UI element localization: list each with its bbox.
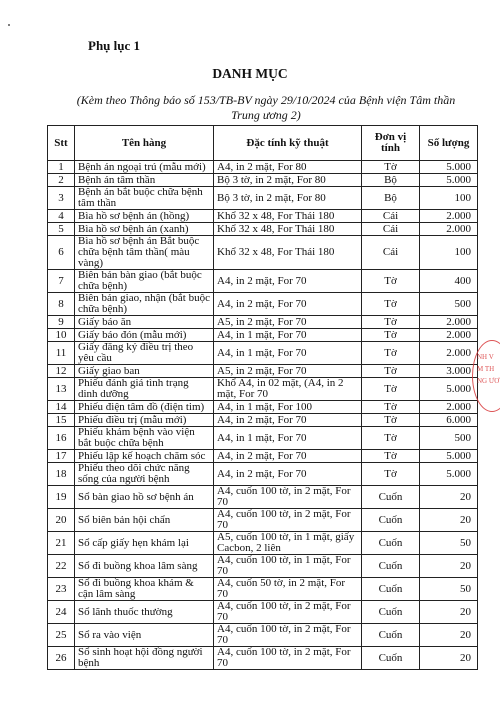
cell-item-name: Sổ đi buồng khoa khám & cận lâm sàng: [75, 578, 214, 601]
cell-item-name: Biên bản giao, nhận (bắt buộc chữa bệnh): [75, 293, 214, 316]
scan-speck: [8, 24, 10, 26]
cell-quantity: 500: [420, 427, 478, 450]
cell-quantity: 50: [420, 532, 478, 555]
cell-unit: Cái: [362, 236, 420, 270]
table-row: [48, 365, 478, 378]
cell-spec: Bộ 3 tờ, in 2 mặt, For 80: [214, 187, 362, 210]
cell-stt: 24: [48, 601, 75, 624]
table-row: [48, 378, 478, 401]
cell-stt: 14: [48, 401, 75, 414]
cell-quantity: 20: [420, 555, 478, 578]
cell-stt: 12: [48, 365, 75, 378]
cell-stt: 2: [48, 174, 75, 187]
stamp-text-line: NG ƯƠ: [477, 377, 500, 385]
table-row: [48, 316, 478, 329]
cell-stt: 26: [48, 647, 75, 670]
cell-spec: A5, cuốn 100 tờ, in 1 mặt, giấy Cacbon, 2 liên: [214, 532, 362, 555]
cell-unit: Bộ: [362, 187, 420, 210]
table-row: [48, 578, 478, 601]
cell-stt: 3: [48, 187, 75, 210]
cell-spec: A4, cuốn 100 tờ, in 2 mặt, For 70: [214, 601, 362, 624]
cell-stt: 22: [48, 555, 75, 578]
cell-item-name: Bệnh án bắt buộc chữa bệnh tâm thần: [75, 187, 214, 210]
table-row: [48, 427, 478, 450]
cell-stt: 25: [48, 624, 75, 647]
column-header-stt: Stt: [48, 126, 75, 161]
cell-unit: Cái: [362, 223, 420, 236]
cell-unit: Tờ: [362, 450, 420, 463]
cell-quantity: 20: [420, 647, 478, 670]
cell-item-name: Phiếu đánh giá tình trạng dinh dưỡng: [75, 378, 214, 401]
cell-stt: 19: [48, 486, 75, 509]
cell-stt: 4: [48, 210, 75, 223]
page-title: DANH MỤC: [212, 66, 288, 81]
items-table: [47, 125, 478, 670]
table-row: [48, 270, 478, 293]
cell-unit: Tờ: [362, 414, 420, 427]
cell-stt: 10: [48, 329, 75, 342]
cell-stt: 16: [48, 427, 75, 450]
cell-unit: Tờ: [362, 270, 420, 293]
cell-quantity: 20: [420, 486, 478, 509]
cell-spec: A4, cuốn 100 tờ, in 1 mặt, For 70: [214, 555, 362, 578]
cell-item-name: Bìa hồ sơ bệnh án (hồng): [75, 210, 214, 223]
cell-spec: Khổ 32 x 48, For Thái 180: [214, 223, 362, 236]
cell-stt: 23: [48, 578, 75, 601]
cell-quantity: 100: [420, 236, 478, 270]
cell-unit: Cuốn: [362, 624, 420, 647]
cell-quantity: 20: [420, 509, 478, 532]
cell-spec: A4, in 2 mặt, For 70: [214, 463, 362, 486]
cell-item-name: Giấy báo đón (mẫu mới): [75, 329, 214, 342]
table-row: [48, 509, 478, 532]
cell-stt: 20: [48, 509, 75, 532]
cell-quantity: 3.000: [420, 365, 478, 378]
cell-quantity: 5.000: [420, 450, 478, 463]
cell-item-name: Phiếu điều trị (mẫu mới): [75, 414, 214, 427]
table-row: [48, 601, 478, 624]
cell-item-name: Giấy báo ăn: [75, 316, 214, 329]
cell-spec: A4, in 1 mặt, For 70: [214, 427, 362, 450]
cell-unit: Tờ: [362, 427, 420, 450]
cell-unit: Tờ: [362, 161, 420, 174]
cell-spec: A4, cuốn 100 tờ, in 2 mặt, For 70: [214, 624, 362, 647]
column-header-quantity: Số lượng: [420, 126, 478, 161]
cell-quantity: 5.000: [420, 161, 478, 174]
cell-item-name: Phiếu lập kế hoạch chăm sóc: [75, 450, 214, 463]
cell-item-name: Biên bản bàn giao (bắt buộc chữa bệnh): [75, 270, 214, 293]
cell-unit: Tờ: [362, 401, 420, 414]
table-row: [48, 463, 478, 486]
cell-spec: A4, in 2 mặt, For 70: [214, 414, 362, 427]
cell-item-name: Phiếu khám bệnh vào viện bắt buộc chữa bệnh: [75, 427, 214, 450]
cell-unit: Cuốn: [362, 486, 420, 509]
table-row: [48, 236, 478, 270]
cell-stt: 8: [48, 293, 75, 316]
table-row: [48, 329, 478, 342]
cell-quantity: 500: [420, 293, 478, 316]
table-row: [48, 161, 478, 174]
cell-stt: 17: [48, 450, 75, 463]
cell-spec: A4, in 2 mặt, For 70: [214, 270, 362, 293]
cell-unit: Cuốn: [362, 601, 420, 624]
cell-unit: Tờ: [362, 378, 420, 401]
cell-quantity: 100: [420, 187, 478, 210]
cell-stt: 13: [48, 378, 75, 401]
cell-item-name: Phiếu điện tâm đồ (điện tim): [75, 401, 214, 414]
cell-quantity: 2.000: [420, 210, 478, 223]
cell-stt: 7: [48, 270, 75, 293]
table-row: [48, 647, 478, 670]
column-header-spec: Đặc tính kỹ thuật: [214, 126, 362, 161]
cell-item-name: Giấy giao ban: [75, 365, 214, 378]
cell-unit: Tờ: [362, 365, 420, 378]
cell-spec: A4, cuốn 100 tờ, in 2 mặt, For 70: [214, 647, 362, 670]
cell-unit: Tờ: [362, 316, 420, 329]
cell-quantity: 50: [420, 578, 478, 601]
table-row: [48, 555, 478, 578]
cell-stt: 11: [48, 342, 75, 365]
cell-item-name: Giấy đăng ký điều trị theo yêu cầu: [75, 342, 214, 365]
cell-item-name: Sổ lãnh thuốc thường: [75, 601, 214, 624]
cell-unit: Tờ: [362, 463, 420, 486]
cell-stt: 21: [48, 532, 75, 555]
cell-unit: Tờ: [362, 342, 420, 365]
cell-item-name: Bệnh án ngoại trú (mẫu mới): [75, 161, 214, 174]
column-header-unit: Đơn vị tính: [362, 126, 420, 161]
cell-unit: Bộ: [362, 174, 420, 187]
cell-spec: A4, cuốn 100 tờ, in 2 mặt, For 70: [214, 486, 362, 509]
cell-quantity: 2.000: [420, 316, 478, 329]
cell-item-name: Sổ bàn giao hồ sơ bệnh án: [75, 486, 214, 509]
stamp-text-line: M TH: [477, 365, 495, 373]
cell-unit: Tờ: [362, 293, 420, 316]
table-body: [48, 161, 478, 670]
table-row: [48, 624, 478, 647]
table-row: [48, 187, 478, 210]
cell-spec: A4, in 2 mặt, For 70: [214, 293, 362, 316]
cell-unit: Cuốn: [362, 578, 420, 601]
cell-spec: A4, cuốn 50 tờ, in 2 mặt, For 70: [214, 578, 362, 601]
table-row: [48, 342, 478, 365]
cell-item-name: Sổ ra vào viện: [75, 624, 214, 647]
table-row: [48, 223, 478, 236]
cell-item-name: Bìa hồ sơ bệnh án (xanh): [75, 223, 214, 236]
table-row: [48, 532, 478, 555]
cell-stt: 6: [48, 236, 75, 270]
cell-unit: Cái: [362, 210, 420, 223]
cell-unit: Tờ: [362, 329, 420, 342]
cell-quantity: 5.000: [420, 378, 478, 401]
cell-item-name: Phiếu theo dõi chức năng sống của người bệnh: [75, 463, 214, 486]
cell-spec: A4, in 1 mặt, For 70: [214, 342, 362, 365]
cell-spec: Khổ 32 x 48, For Thái 180: [214, 236, 362, 270]
cell-spec: Khổ A4, in 02 mặt, (A4, in 2 mặt, For 70: [214, 378, 362, 401]
cell-item-name: Sổ cấp giấy hẹn khám lại: [75, 532, 214, 555]
cell-unit: Cuốn: [362, 509, 420, 532]
cell-spec: A4, in 1 mặt, For 100: [214, 401, 362, 414]
table-row: [48, 401, 478, 414]
cell-quantity: 5.000: [420, 463, 478, 486]
cell-stt: 9: [48, 316, 75, 329]
cell-unit: Cuốn: [362, 647, 420, 670]
cell-quantity: 2.000: [420, 401, 478, 414]
cell-spec: A4, in 1 mặt, For 70: [214, 329, 362, 342]
cell-spec: A4, in 2 mặt, For 70: [214, 450, 362, 463]
cell-item-name: Sổ đi buồng khoa lâm sàng: [75, 555, 214, 578]
cell-unit: Cuốn: [362, 555, 420, 578]
table-row: [48, 174, 478, 187]
cell-item-name: Bìa hồ sơ bệnh án Bắt buộc chữa bệnh tâm thần( màu vàng): [75, 236, 214, 270]
cell-stt: 5: [48, 223, 75, 236]
table-row: [48, 414, 478, 427]
stamp-text-line: NH V: [477, 353, 494, 361]
table-row: [48, 210, 478, 223]
cell-quantity: 2.000: [420, 342, 478, 365]
cell-quantity: 5.000: [420, 174, 478, 187]
table-header-row: [48, 126, 478, 161]
cell-spec: A4, in 2 mặt, For 80: [214, 161, 362, 174]
column-header-name: Tên hàng: [75, 126, 214, 161]
cell-stt: 18: [48, 463, 75, 486]
table-row: [48, 486, 478, 509]
table-row: [48, 450, 478, 463]
cell-spec: A5, in 2 mặt, For 70: [214, 365, 362, 378]
table-row: [48, 293, 478, 316]
cell-spec: Khổ 32 x 48, For Thái 180: [214, 210, 362, 223]
cell-quantity: 20: [420, 601, 478, 624]
cell-spec: A5, in 2 mặt, For 70: [214, 316, 362, 329]
cell-quantity: 400: [420, 270, 478, 293]
cell-stt: 15: [48, 414, 75, 427]
appendix-label: Phụ lục 1: [88, 38, 141, 53]
cell-item-name: Sổ biên bản hội chẩn: [75, 509, 214, 532]
cell-item-name: Sổ sinh hoạt hội đồng người bệnh: [75, 647, 214, 670]
page-subtitle: (Kèm theo Thông báo số 153/TB-BV ngày 29/10/2024 của Bệnh viện Tâm thần Trung ương 2): [76, 93, 456, 122]
cell-unit: Cuốn: [362, 532, 420, 555]
cell-quantity: 6.000: [420, 414, 478, 427]
cell-stt: 1: [48, 161, 75, 174]
cell-quantity: 2.000: [420, 329, 478, 342]
cell-quantity: 20: [420, 624, 478, 647]
cell-spec: A4, cuốn 100 tờ, in 2 mặt, For 70: [214, 509, 362, 532]
cell-spec: Bộ 3 tờ, in 2 mặt, For 80: [214, 174, 362, 187]
cell-quantity: 2.000: [420, 223, 478, 236]
cell-item-name: Bệnh án tâm thần: [75, 174, 214, 187]
